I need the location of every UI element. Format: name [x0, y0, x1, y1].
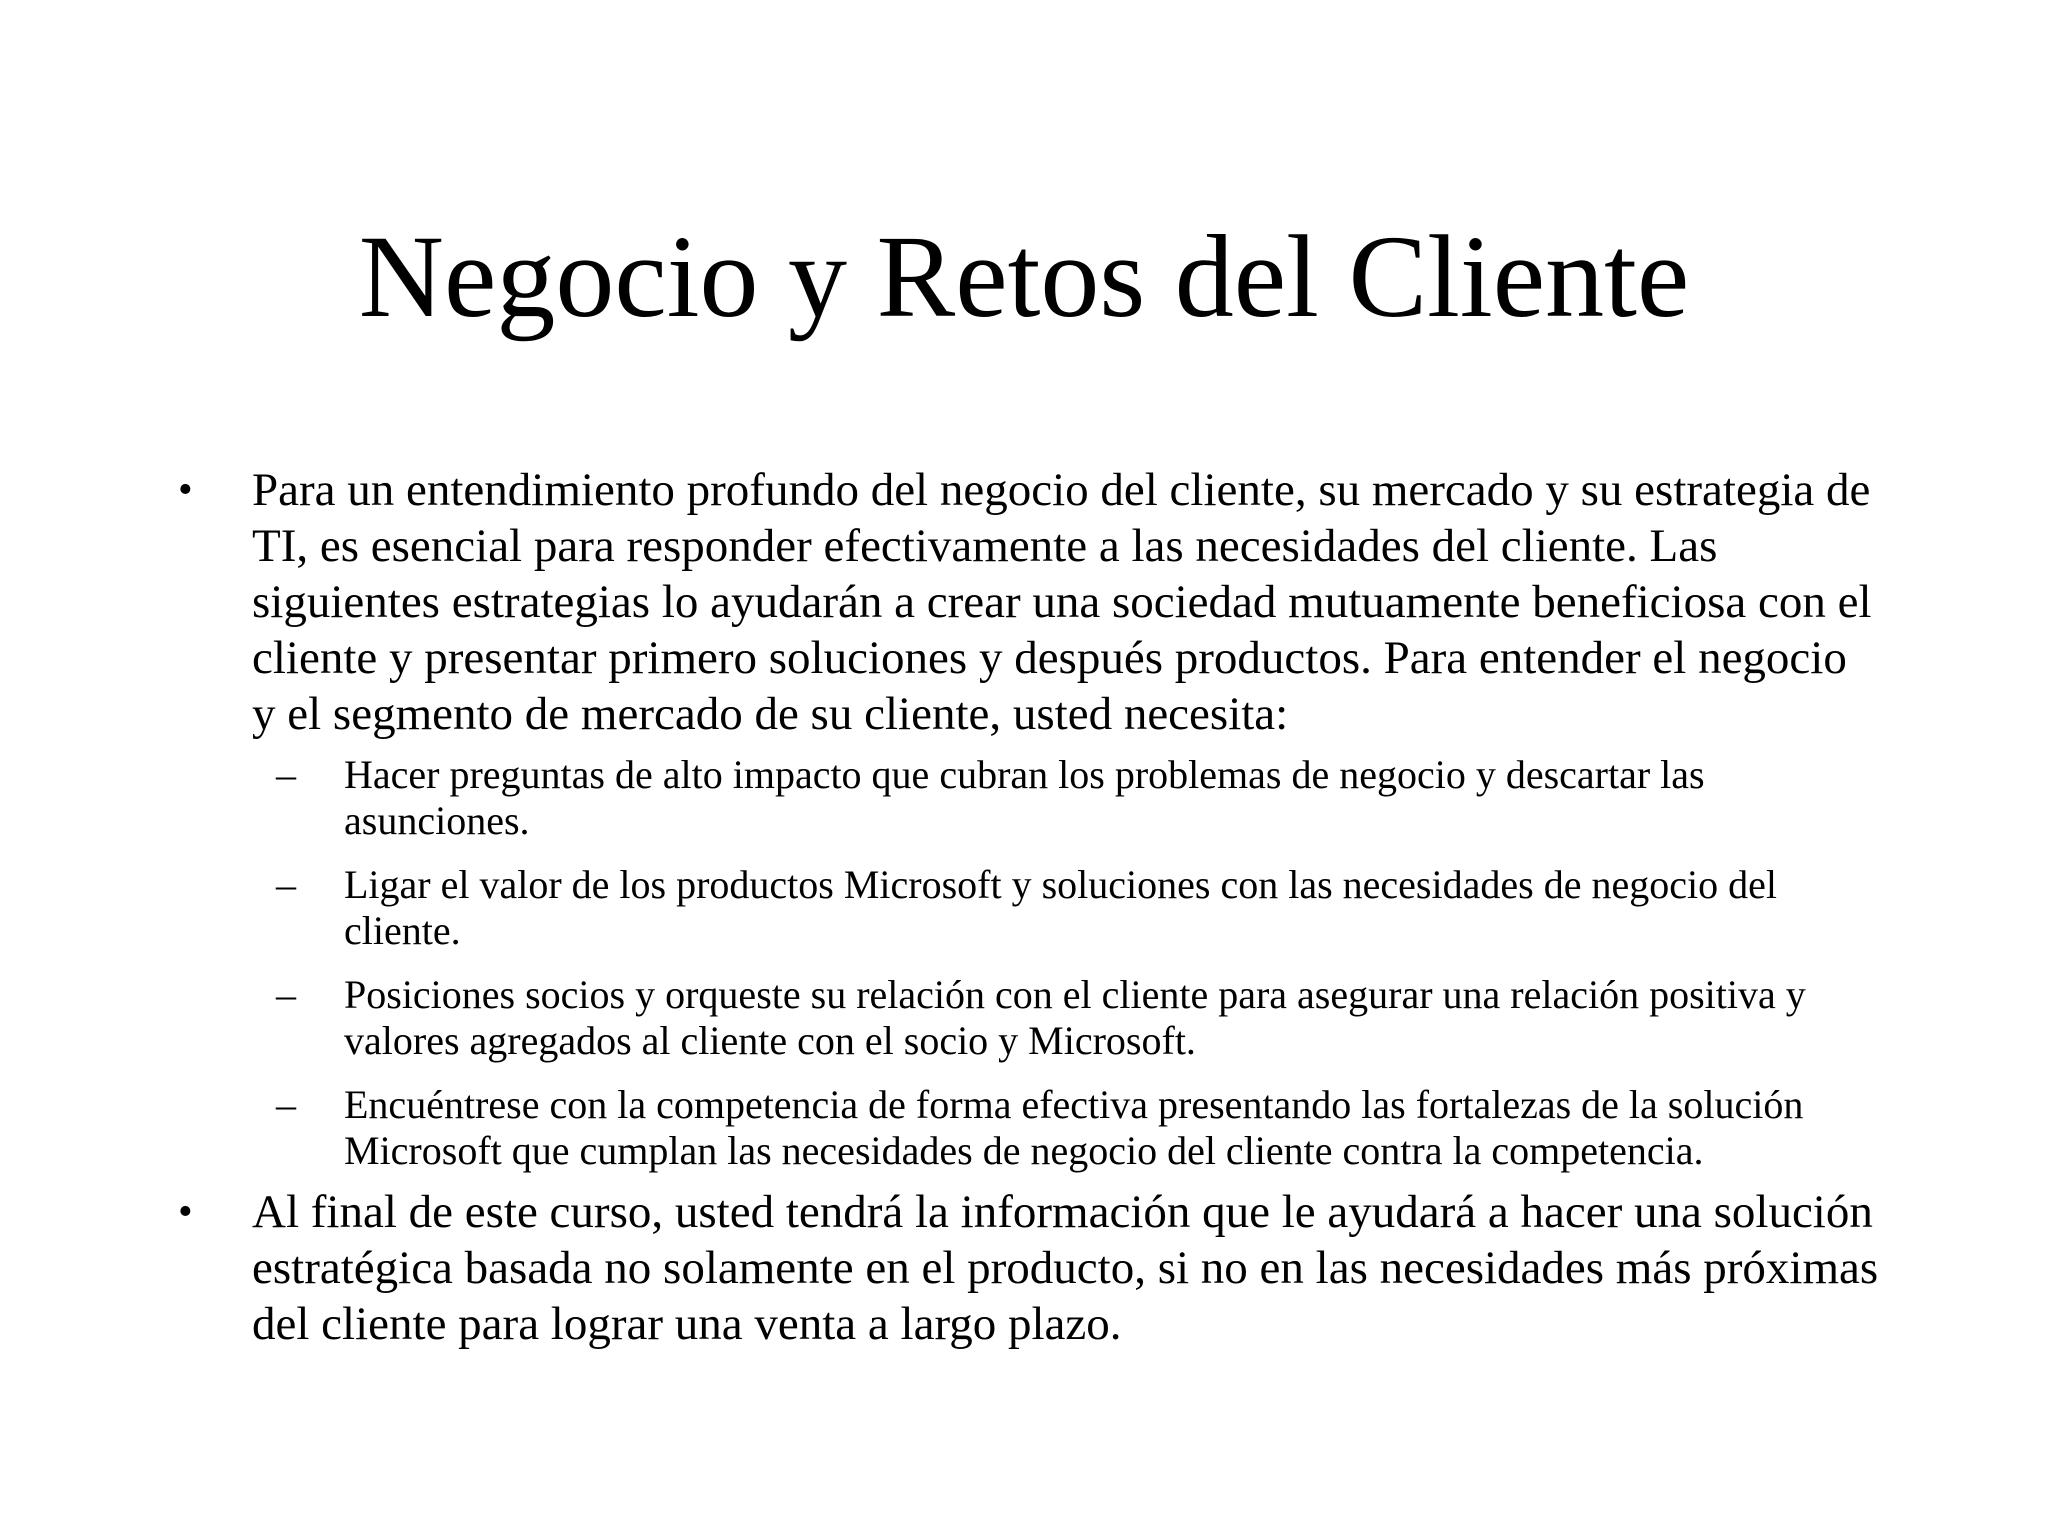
sub-bullet-item: [252, 862, 1880, 954]
sub-bullet-item: [252, 752, 1880, 844]
sub-bullet-list: [252, 752, 1880, 1174]
bullet-text: Para un entendimiento profundo del negocio del cliente, su mercado y su estrategia de TI, es esencial para responder efectivamente a las necesidades del cliente. Las siguientes estrategias lo ayudarán a crear una sociedad mutuamente beneficiosa con el cliente y presentar primero soluciones y después productos. Para entender el negocio y el segmento de mercado de su cliente, usted necesita:: [252, 464, 1872, 740]
bullet-marker: •: [178, 467, 193, 513]
dash-marker: –: [276, 972, 296, 1017]
sub-bullet-text: Posiciones socios y orqueste su relación con el cliente para asegurar una relación positiva y valores agregados al cliente con el socio y Microsoft.: [344, 972, 1806, 1063]
slide-content: [160, 462, 1880, 1352]
sub-bullet-text: Hacer preguntas de alto impacto que cubran los problemas de negocio y descartar las asunciones.: [344, 752, 1705, 843]
sub-bullet-text: Ligar el valor de los productos Microsoft y soluciones con las necesidades de negocio del cliente.: [344, 862, 1777, 953]
bullet-item: [160, 1184, 1880, 1352]
bullet-item: [160, 462, 1880, 1174]
sub-bullet-item: [252, 972, 1880, 1064]
bullet-marker: •: [178, 1189, 193, 1235]
sub-bullet-text: Encuéntrese con la competencia de forma efectiva presentando las fortalezas de la solución Microsoft que cumplan las necesidades de negocio del cliente contra la competencia.: [344, 1082, 1804, 1173]
bullet-text: Al final de este curso, usted tendrá la información que le ayudará a hacer una solución estratégica basada no solamente en el producto, si no en las necesidades más próximas del cliente para lograr una venta a largo plazo.: [252, 1186, 1879, 1350]
dash-marker: –: [276, 862, 296, 907]
dash-marker: –: [276, 752, 296, 797]
sub-bullet-item: [252, 1082, 1880, 1174]
dash-marker: –: [276, 1082, 296, 1127]
slide-title: Negocio y Retos del Cliente: [358, 211, 1690, 342]
